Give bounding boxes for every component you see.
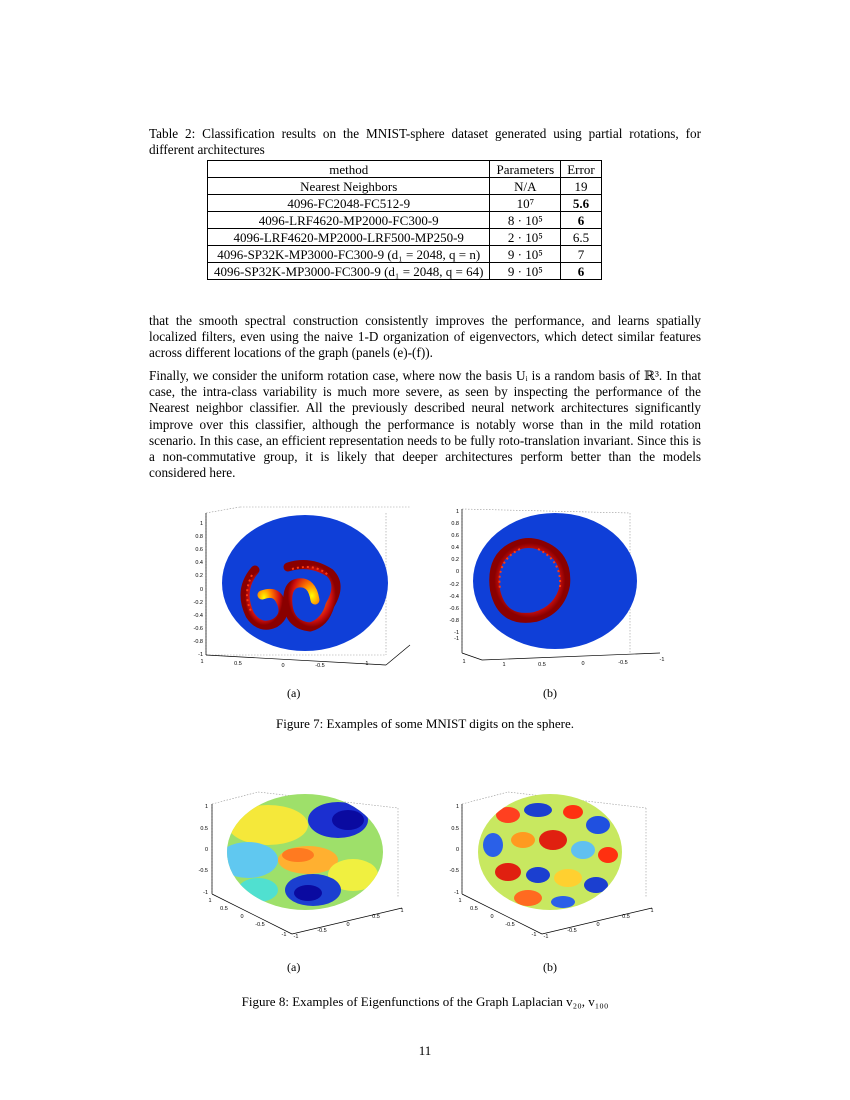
tick-label: 0.5 bbox=[234, 661, 242, 667]
tick-label: -0.5 bbox=[449, 868, 459, 874]
tick-label: 1 bbox=[455, 509, 459, 515]
y-tick-labels bbox=[450, 509, 459, 642]
tick-label: 0.5 bbox=[200, 826, 208, 832]
tick-label: 0.4 bbox=[195, 560, 203, 566]
tick-label: -1 bbox=[203, 890, 208, 896]
tick-label: 0 bbox=[346, 922, 350, 928]
tick-label: 0 bbox=[240, 914, 244, 920]
error-cell: 6 bbox=[561, 263, 601, 280]
tick-label: 1 bbox=[199, 521, 203, 527]
table-row bbox=[208, 178, 602, 195]
figure7-sublabel-b: (b) bbox=[543, 686, 557, 700]
tick-label: 0.4 bbox=[451, 545, 459, 551]
error-cell: 6.5 bbox=[561, 229, 601, 246]
table-row bbox=[208, 229, 602, 246]
table-header-row bbox=[208, 161, 602, 178]
page-number: 11 bbox=[418, 1043, 432, 1058]
tick-label: 1 bbox=[200, 659, 204, 665]
error-cell: 5.6 bbox=[561, 195, 601, 212]
tick-label: 0 bbox=[490, 914, 494, 920]
tick-label: -1 bbox=[659, 657, 665, 663]
tick-label: -0.2 bbox=[193, 600, 203, 606]
paragraph-2: Finally, we consider the uniform rotation case, where now the basis Uᵢ is a random basis of ℝ³. In that case, the intra-class variability is much more severe, as seen by inspecting the performance of the Nearest neighbor classifier. All the previously described neural network architectures significantly improve over this classifier, although the performance is notably worse than in the mild rotation scenario. In this case, an efficient representation needs to be fully roto-translation invariant. Since this is a non-commutative group, it is likely that deeper architectures perform better than the models considered here. bbox=[149, 368, 701, 481]
tick-label: 1 bbox=[462, 659, 466, 665]
method-cell: 4096-LRF4620-MP2000-LRF500-MP250-9 bbox=[208, 229, 490, 246]
tick-label: 0 bbox=[455, 569, 459, 575]
tick-label: 0 bbox=[281, 663, 285, 669]
eigenfunction-surface bbox=[218, 790, 398, 920]
tick-label: 0.2 bbox=[195, 573, 203, 579]
tick-label: -0.8 bbox=[449, 618, 459, 624]
params-cell: 2 · 10⁵ bbox=[490, 229, 561, 246]
header-parameters: Parameters bbox=[490, 161, 561, 178]
tick-label: 1 bbox=[204, 804, 208, 810]
error-cell: 19 bbox=[561, 178, 601, 195]
tick-label: -0.5 bbox=[567, 928, 577, 934]
z-tick-labels bbox=[544, 908, 654, 940]
table-row bbox=[208, 263, 602, 280]
header-method: method bbox=[208, 161, 490, 178]
table-row bbox=[208, 212, 602, 229]
tick-label: 1 bbox=[208, 898, 212, 904]
tick-label: 1 bbox=[400, 908, 404, 914]
eigenfunction-surface bbox=[468, 790, 638, 920]
tick-label: -0.6 bbox=[449, 606, 459, 612]
figure7-sublabel-a: (a) bbox=[287, 686, 301, 700]
tick-label: -1 bbox=[363, 661, 369, 667]
tick-label: 0 bbox=[455, 847, 459, 853]
params-cell: 8 · 10⁵ bbox=[490, 212, 561, 229]
tick-label: -1 bbox=[543, 934, 549, 940]
tick-label: -0.2 bbox=[449, 582, 459, 588]
tick-label: -1 bbox=[454, 630, 459, 636]
tick-label: 0.8 bbox=[451, 521, 459, 527]
params-cell: 10⁷ bbox=[490, 195, 561, 212]
tick-label: 0.5 bbox=[372, 914, 380, 920]
tick-label: -1 bbox=[293, 934, 299, 940]
tick-label: 0 bbox=[581, 661, 585, 667]
tick-label: 0.2 bbox=[451, 557, 459, 563]
tick-label: 0 bbox=[596, 922, 600, 928]
tick-label: 1 bbox=[502, 662, 506, 668]
tick-label: 0 bbox=[199, 587, 203, 593]
tick-label: 0 bbox=[204, 847, 208, 853]
paragraph-1: that the smooth spectral construction consistently improves the performance, and learns spatially localized filters, even using the naive 1-D organization of eigenvectors, which detect similar features across different locations of the graph (panels (e)-(f)). bbox=[149, 313, 701, 361]
tick-label: -0.6 bbox=[193, 626, 203, 632]
tick-label: 1 bbox=[458, 898, 462, 904]
y-tick-labels bbox=[194, 521, 203, 658]
method-cell: 4096-SP32K-MP3000-FC300-9 (d₁ = 2048, q = 64) bbox=[208, 263, 490, 280]
y-tick-labels bbox=[450, 804, 459, 896]
tick-label: 0.8 bbox=[195, 534, 203, 540]
tick-label: -0.5 bbox=[317, 928, 327, 934]
params-cell: N/A bbox=[490, 178, 561, 195]
tick-label: -0.4 bbox=[449, 594, 459, 600]
tick-label: 0.6 bbox=[195, 547, 203, 553]
figure8-caption: Figure 8: Examples of Eigenfunctions of the Graph Laplacian v₂₀, v₁₀₀ bbox=[241, 994, 609, 1009]
tick-label: 0.6 bbox=[451, 533, 459, 539]
results-table bbox=[207, 160, 602, 280]
header-error: Error bbox=[561, 161, 601, 178]
method-cell: 4096-LRF4620-MP2000-FC300-9 bbox=[208, 212, 490, 229]
tick-label: -1 bbox=[454, 890, 459, 896]
tick-label: -1 bbox=[454, 636, 459, 642]
tick-label: -0.5 bbox=[198, 868, 208, 874]
tick-label: -0.4 bbox=[193, 613, 203, 619]
tick-label: -1 bbox=[531, 932, 537, 938]
error-cell: 7 bbox=[561, 246, 601, 263]
tick-label: 1 bbox=[455, 804, 459, 810]
tick-label: -1 bbox=[281, 932, 287, 938]
figure8-panel-a bbox=[188, 790, 418, 950]
params-cell: 9 · 10⁵ bbox=[490, 263, 561, 280]
tick-label: 0.5 bbox=[622, 914, 630, 920]
figure8-panel-b bbox=[448, 790, 678, 950]
tick-label: -0.8 bbox=[193, 639, 203, 645]
table-row bbox=[208, 246, 602, 263]
tick-label: -0.5 bbox=[505, 922, 515, 928]
tick-label: -0.5 bbox=[315, 663, 325, 669]
table-caption: Table 2: Classification results on the MNIST-sphere dataset generated using partial rotations, for different architectures bbox=[149, 126, 701, 157]
method-cell: 4096-FC2048-FC512-9 bbox=[208, 195, 490, 212]
tick-label: 0.5 bbox=[538, 662, 546, 668]
tick-label: -0.5 bbox=[618, 660, 628, 666]
x-tick-labels bbox=[462, 657, 664, 668]
error-cell: 6 bbox=[561, 212, 601, 229]
method-cell: Nearest Neighbors bbox=[208, 178, 490, 195]
y-tick-labels bbox=[199, 804, 208, 896]
tick-label: 0.5 bbox=[451, 826, 459, 832]
tick-label: 0.5 bbox=[470, 906, 478, 912]
figure7-panel-a bbox=[180, 505, 420, 675]
tick-label: -1 bbox=[198, 652, 203, 658]
method-cell: 4096-SP32K-MP3000-FC300-9 (d₁ = 2048, q = n) bbox=[208, 246, 490, 263]
figure7-caption: Figure 7: Examples of some MNIST digits on the sphere. bbox=[275, 716, 574, 731]
tick-label: 1 bbox=[650, 908, 654, 914]
figure8-sublabel-b: (b) bbox=[543, 960, 557, 974]
z-tick-labels bbox=[294, 908, 404, 940]
tick-label: -0.5 bbox=[255, 922, 265, 928]
tick-label: 0.5 bbox=[220, 906, 228, 912]
figure7-panel-b bbox=[440, 505, 670, 675]
x-tick-labels bbox=[200, 659, 368, 669]
figure8-sublabel-a: (a) bbox=[287, 960, 301, 974]
params-cell: 9 · 10⁵ bbox=[490, 246, 561, 263]
table-row bbox=[208, 195, 602, 212]
